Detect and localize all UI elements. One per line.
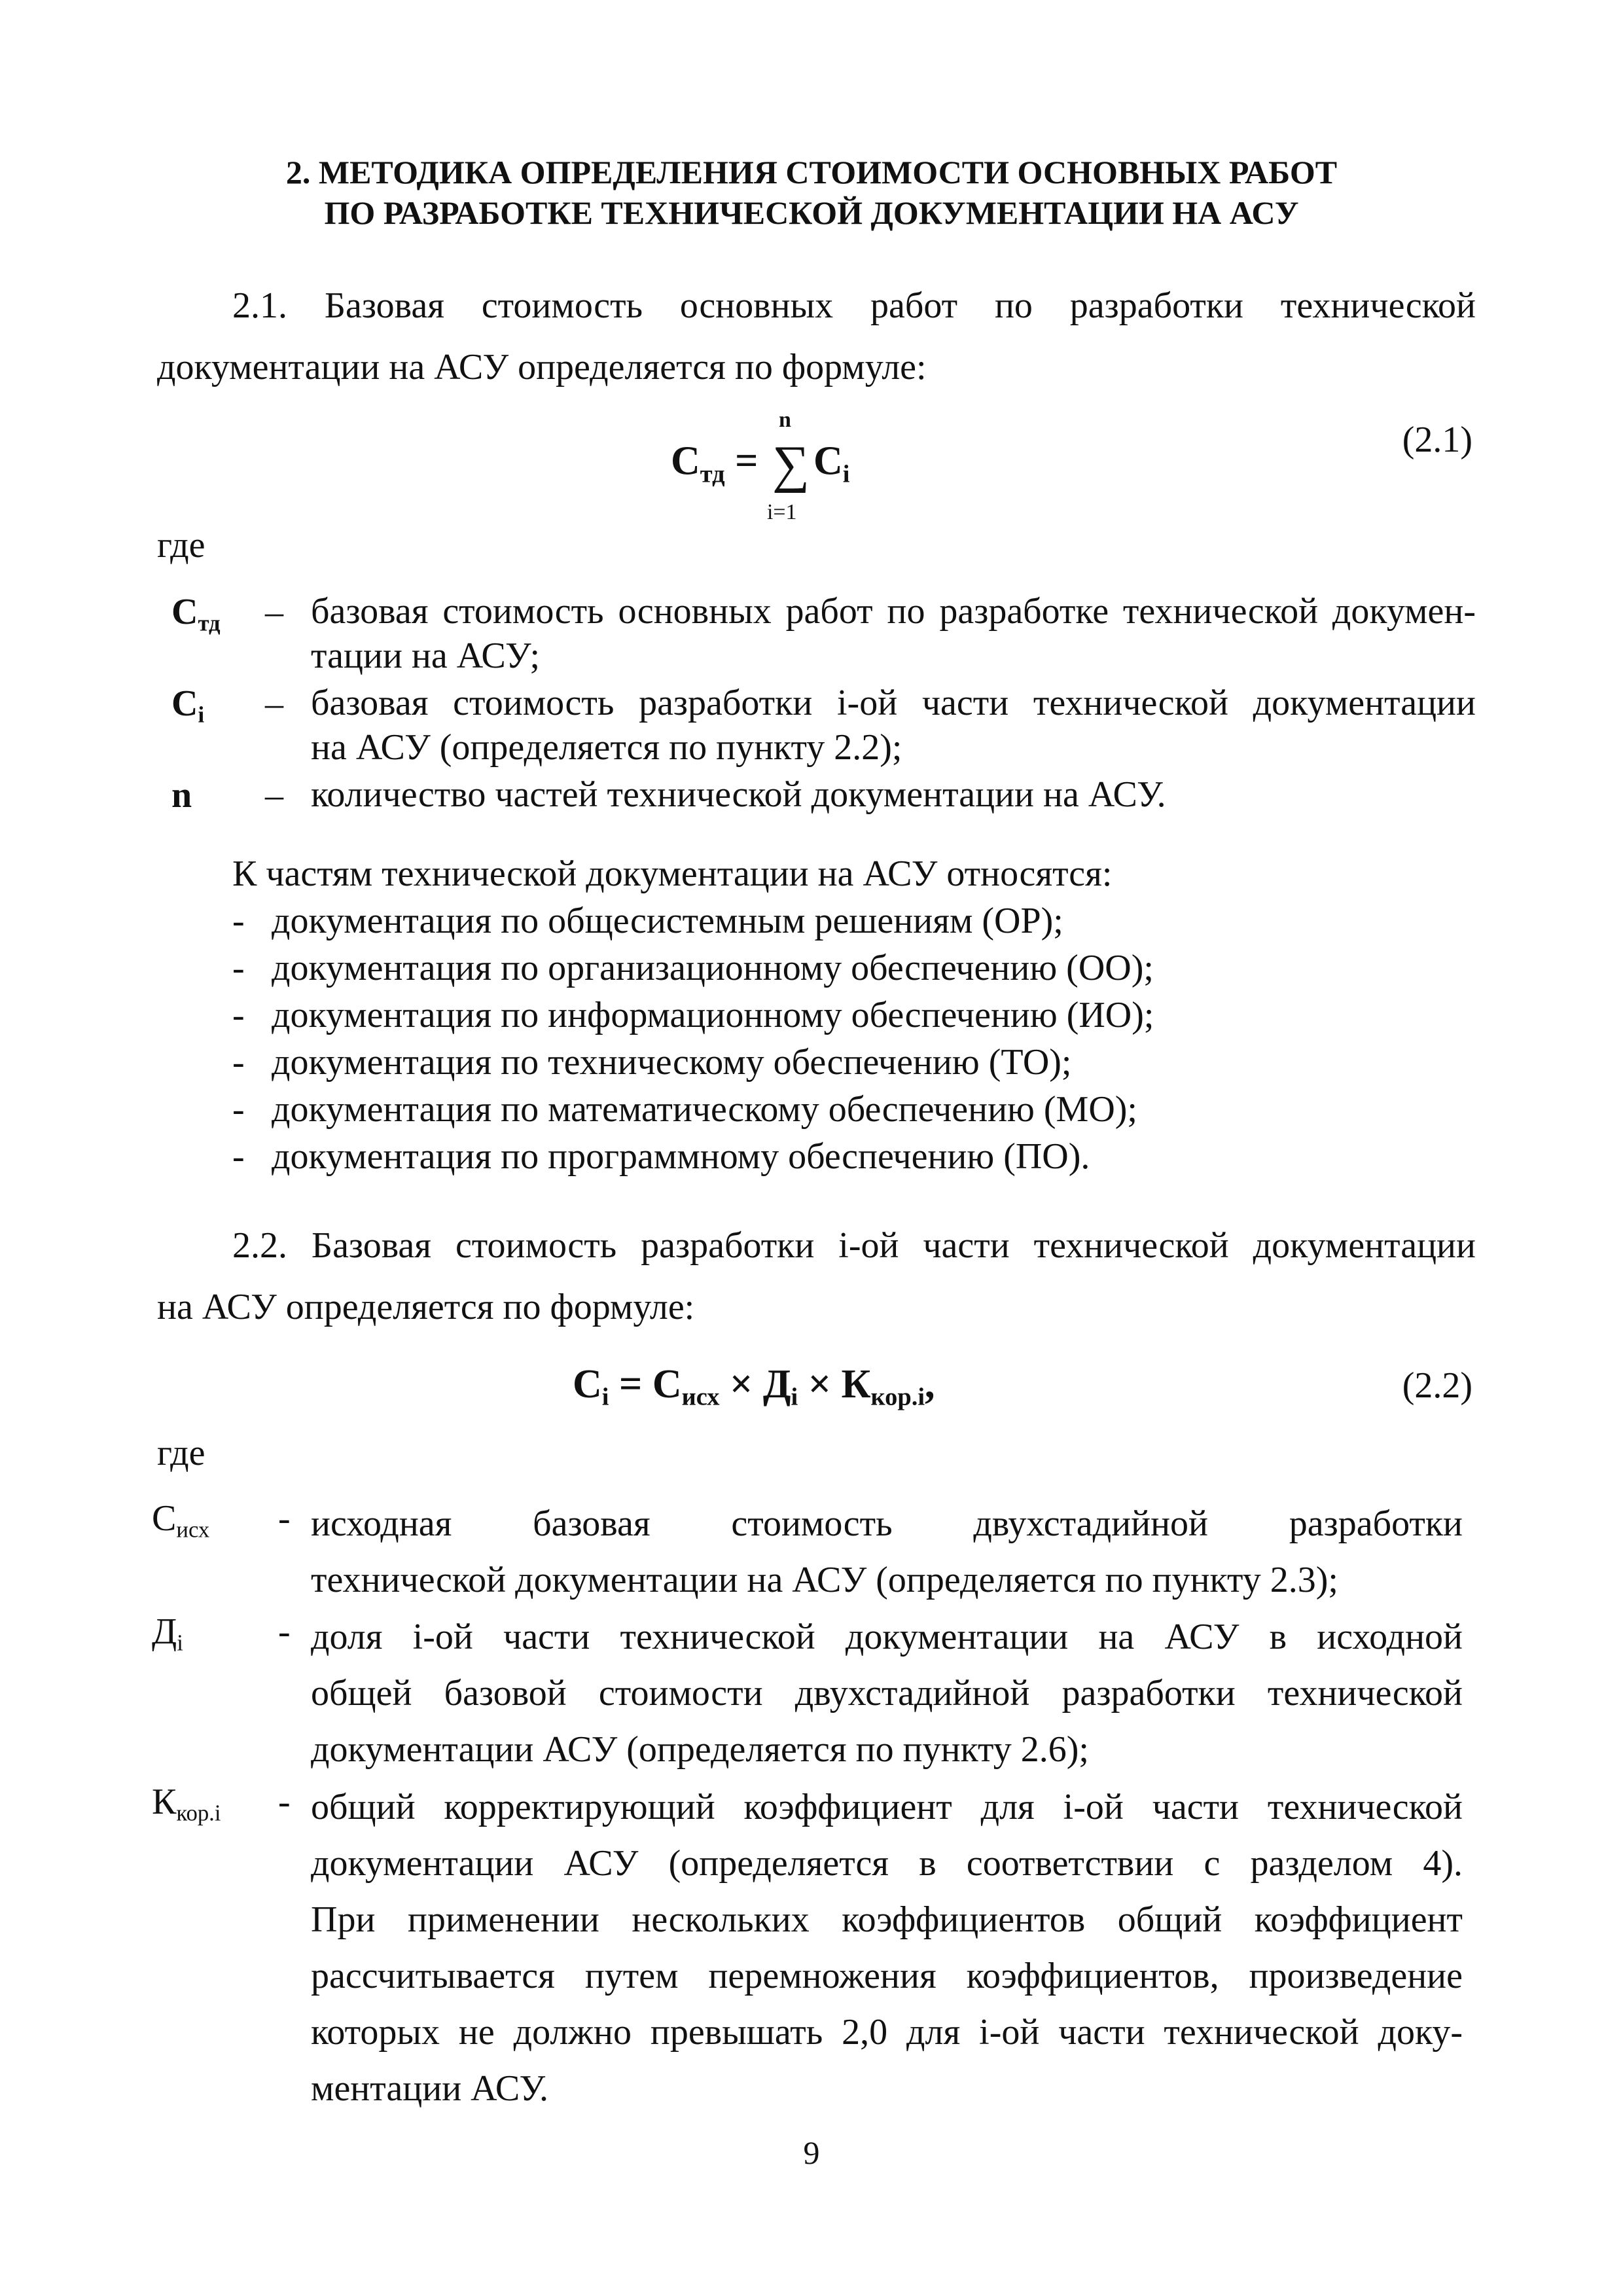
sigma-glyph: ∑	[772, 436, 810, 493]
paragraph-2-2-line-2: на АСУ определяется по формуле:	[157, 1287, 695, 1327]
def-ctd-text: базовая стоимость основных работ по разработке технической докумен- тации на АСУ;	[311, 591, 1476, 676]
def-dash: –	[265, 683, 283, 724]
def-cisx-text: исходная базовая стоимость двухстадийной разработки технической документации на АСУ (определяется по пункту 2.3);	[311, 1503, 1463, 1600]
formula-eq: =	[735, 439, 758, 484]
paragraph-2-1-line-1: 2.1. Базовая стоимость основных работ по разработки технической	[232, 285, 1476, 326]
def-dash: –	[265, 775, 283, 816]
section-heading-line-1: 2. МЕТОДИКА ОПРЕДЕЛЕНИЯ СТОИМОСТИ ОСНОВНЫХ РАБОТ	[285, 154, 1338, 190]
def-symbol-n: n	[171, 775, 192, 816]
list-item: - документация по математическому обеспечению (МО);	[232, 1089, 1137, 1130]
list-item: - документация по общесистемным решениям (ОР);	[232, 901, 1063, 941]
formula-2-1	[671, 408, 850, 524]
def-symbol-kkor: $К_{кор.i}$	[152, 1782, 221, 1826]
formula-lhs: С	[671, 439, 700, 484]
paragraph-2-1-line-2: документации на АСУ определяется по формуле:	[157, 347, 927, 387]
sum-upper-limit: n	[778, 408, 791, 432]
parts-intro: К частям технической документации на АСУ относятся:	[232, 853, 1113, 894]
def-dash: -	[278, 1498, 291, 1539]
formula-rhs: С	[813, 439, 843, 484]
summation-symbol	[766, 408, 810, 524]
section-heading-line-2: ПО РАЗРАБОТКЕ ТЕХНИЧЕСКОЙ ДОКУМЕНТАЦИИ НА АСУ	[324, 194, 1299, 231]
def-dash: –	[265, 592, 283, 632]
list-item: - документация по программному обеспечению (ПО).	[232, 1136, 1090, 1177]
def-dash: -	[278, 1611, 291, 1652]
def-di-text: доля i-ой части технической документации на АСУ в исходной общей базовой стоимости двухстадийной разработки технической документации АСУ (определяется по пункту 2.6);	[311, 1617, 1463, 1770]
formula-rhs-sub: i	[842, 460, 850, 488]
equation-number-2-2: (2.2)	[1402, 1365, 1472, 1406]
sum-lower-limit: i=1	[766, 500, 797, 524]
list-item: - документация по техническому обеспечению (ТО);	[232, 1042, 1072, 1083]
def-kkor-text: общий корректирующий коэффициент для i-ой части технической документации АСУ (определяется в соответствии с разделом 4). При применении нескольких коэффициентов общий коэффициент рассчитывается путем перемножения коэффициентов, произведение которых не должно превышать 2,0 для i-ой части технической доку- ментации АСУ.	[311, 1787, 1463, 2109]
def-dash: -	[278, 1782, 291, 1822]
def-symbol-ci: $С_i$	[171, 683, 205, 728]
def-ci-text: базовая стоимость разработки i-ой части технической документации на АСУ (определяется по пункту 2.2);	[311, 683, 1476, 768]
where-label-1: где	[157, 525, 205, 565]
def-symbol-di: $Д_i$	[152, 1611, 183, 1656]
def-n-text: количество частей технической документации на АСУ.	[311, 774, 1166, 815]
where-label-2: где	[157, 1433, 205, 1473]
def-symbol-cisx: $С_{исх}$	[152, 1498, 210, 1543]
list-item: - документация по информационному обеспечению (ИО);	[232, 995, 1154, 1035]
page-number: 9	[803, 2134, 820, 2171]
formula-2-2: $С_i = С_{исх} \times Д_i \times К_{кор.i}$,	[573, 1362, 935, 1411]
list-item: - документация по организационному обеспечению (ОО);	[232, 948, 1154, 988]
paragraph-2-2-line-1: 2.2. Базовая стоимость разработки i-ой части технической документации	[232, 1225, 1476, 1266]
equation-number-2-1: (2.1)	[1402, 420, 1472, 460]
def-symbol-ctd: $С_{тд}$	[171, 592, 221, 636]
formula-lhs-sub: тд	[700, 460, 725, 488]
